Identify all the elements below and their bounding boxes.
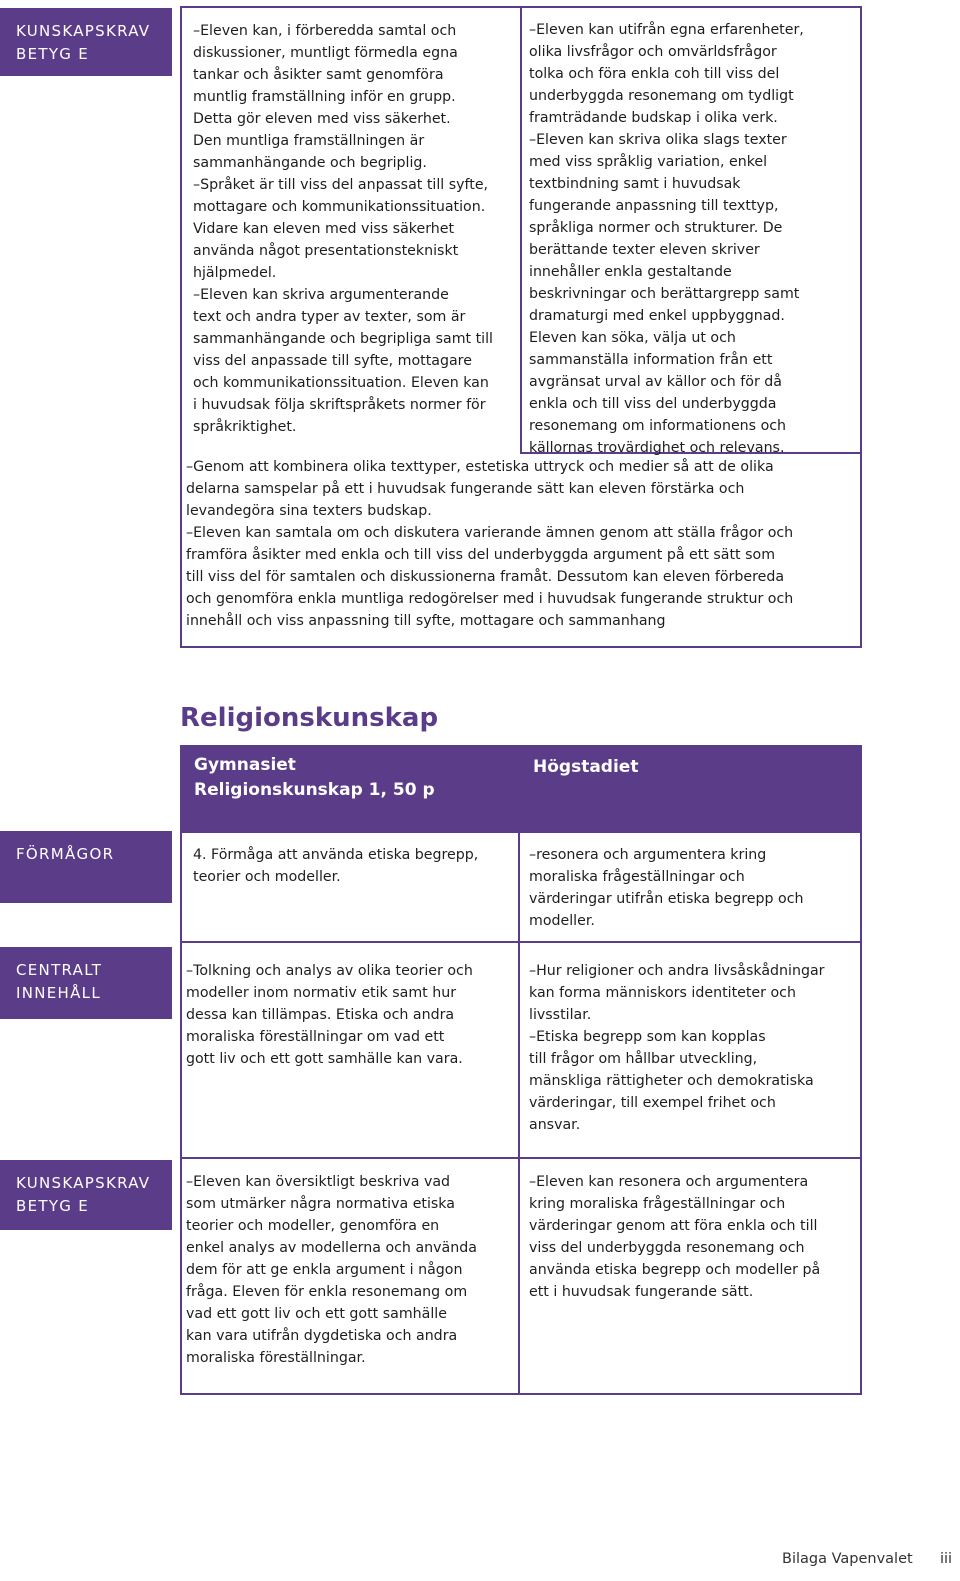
row-label-centralt-innehall: CENTRALT INNEHÅLL: [0, 947, 172, 1019]
centralt-hogstadiet: –Hur religioner och andra livsåskådningar kan forma människors identiteter och livsstilar. –Etiska begrepp som kan kopplas till frågor om hållbar utveckling, mänskliga rättigheter och demokratiska värderingar, till exempel frihet och ansvar.: [529, 963, 825, 1133]
kunskapskrav-hogstadiet: –Eleven kan resonera och argumentera kring moraliska frågeställningar och värderingar genom att föra enkla och till viss del underbyggda resonemang och använda etiska begrepp och modeller på ett i huvudsak fungerande sätt.: [529, 1174, 821, 1300]
formagor-hogstadiet: –resonera och argumentera kring moraliska frågeställningar och värderingar utifrån etiska begrepp och modeller.: [529, 847, 804, 929]
top-full-width-text: –Genom att kombinera olika texttyper, estetiska uttryck och medier så att de olika delarna samspelar på ett i huvudsak fungerande sätt kan eleven förstärka och levandegöra sina texters budskap. –Eleven kan samtala om och diskutera varierande ämnen genom att ställa frågor och framföra åsikter med enkla och till viss del underbyggda argument på ett sätt som till viss del för samtalen och diskussionerna framåt. Dessutom kan eleven förbereda och genomföra enkla muntliga redogörelser med i huvudsak fungerande struktur och innehåll och viss anpassning till syfte, mottagare och sammanhang: [186, 459, 794, 629]
header-gymnasiet: Gymnasiet Religionskunskap 1, 50 p: [194, 755, 435, 800]
header-hogstadiet: Högstadiet: [533, 757, 639, 777]
top-gymnasiet-text: –Eleven kan, i förberedda samtal och diskussioner, muntligt förmedla egna tankar och åsikter samt genomföra muntlig framställning inför en grupp. Detta gör eleven med viss säkerhet. Den muntliga framställningen är sammanhängande och begriplig. –Språket är till viss del anpassat till syfte, mottagare och kommunikationssituation. Vidare kan eleven med viss säkerhet använda något presentationstekniskt hjälpmedel. –Eleven kan skriva argumenterande text och andra typer av texter, som är sammanhängande och begripliga samt till viss del anpassade till syfte, mottagare och kommunikationssituation. Eleven kan i huvudsak följa skriftspråkets normer för språkriktighet.: [193, 23, 493, 435]
centralt-gymnasiet: –Tolkning och analys av olika teorier och modeller inom normativ etik samt hur dessa kan tillämpas. Etiska och andra moraliska föreställningar om vad ett gott liv och ett gott samhälle kan vara.: [186, 963, 473, 1067]
row-divider-formagor: [518, 831, 520, 943]
row-label-kunskapskrav: KUNSKAPSKRAV BETYG E: [0, 1160, 172, 1230]
kunskapskrav-gymnasiet: –Eleven kan översiktligt beskriva vad som utmärker några normativa etiska teorier och modeller, genomföra en enkel analys av modellerna och använda dem för att ge enkla argument i någon fråga. Eleven för enkla resonemang om vad ett gott liv och ett gott samhälle kan vara utifrån dygdetiska och andra moraliska föreställningar.: [186, 1174, 477, 1366]
row-label-formagor: FÖRMÅGOR: [0, 831, 172, 903]
row-divider-centralt-innehall: [518, 941, 520, 1159]
formagor-gymnasiet: 4. Förmåga att använda etiska begrepp, teorier och modeller.: [193, 847, 479, 885]
footer-document-name: Bilaga Vapenvalet: [782, 1551, 913, 1567]
row-divider-kunskapskrav: [518, 1157, 520, 1395]
footer-page-number: iii: [940, 1551, 953, 1567]
section-title-religionskunskap: Religionskunskap: [180, 703, 439, 733]
section-label-kunskapskrav-top: KUNSKAPSKRAV BETYG E: [0, 8, 172, 76]
top-hogstadiet-text: –Eleven kan utifrån egna erfarenheter, olika livsfrågor och omvärldsfrågor tolka och föra enkla coh till viss del underbyggda resonemang om tydligt framträdande budskap i olika verk. –Eleven kan skriva olika slags texter med viss språklig variation, enkel textbindning samt i huvudsak fungerande anpassning till texttyp, språkliga normer och strukturer. De berättande texter eleven skriver innehåller enkla gestaltande beskrivningar och berättargrepp samt dramaturgi med enkel uppbyggnad. Eleven kan söka, välja ut och sammanställa information från ett avgränsat urval av källor och för då enkla och till viss del underbyggda resonemang om informationens och källornas trovärdighet och relevans.: [529, 22, 804, 456]
